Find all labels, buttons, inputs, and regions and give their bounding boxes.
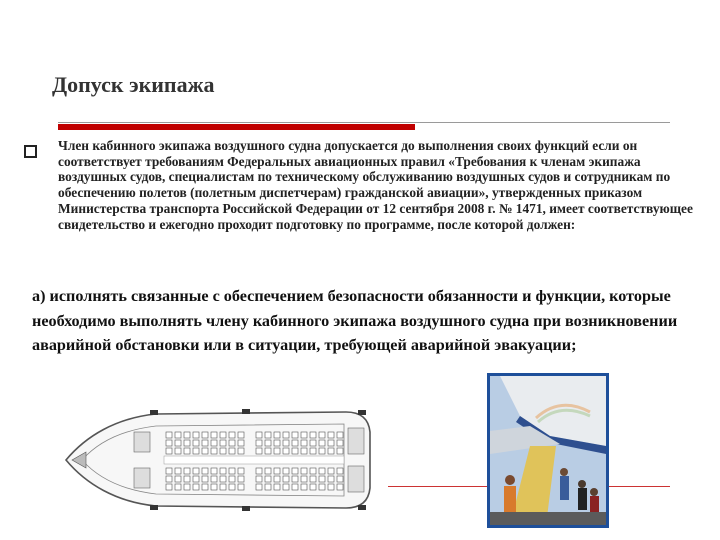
- seat-mark: [175, 484, 181, 490]
- seat-mark: [184, 476, 190, 482]
- seat-mark: [229, 476, 235, 482]
- seat-mark: [202, 432, 208, 438]
- seat-mark: [310, 468, 316, 474]
- seat-mark: [265, 484, 271, 490]
- seat-mark: [274, 468, 280, 474]
- seat-mark: [256, 448, 262, 454]
- seat-mark: [292, 484, 298, 490]
- seat-mark: [337, 432, 343, 438]
- seat-mark: [301, 484, 307, 490]
- seat-mark: [292, 440, 298, 446]
- seat-mark: [256, 476, 262, 482]
- seat-mark: [301, 448, 307, 454]
- seat-mark: [175, 468, 181, 474]
- seat-mark: [229, 484, 235, 490]
- seat-mark: [328, 468, 334, 474]
- seat-mark: [193, 468, 199, 474]
- seat-mark: [193, 448, 199, 454]
- seat-mark: [283, 440, 289, 446]
- seat-mark: [229, 468, 235, 474]
- seat-mark: [256, 432, 262, 438]
- seat-mark: [202, 468, 208, 474]
- seat-mark: [211, 484, 217, 490]
- seat-mark: [328, 476, 334, 482]
- seat-mark: [184, 448, 190, 454]
- seat-mark: [274, 484, 280, 490]
- seat-mark: [211, 468, 217, 474]
- seat-mark: [265, 448, 271, 454]
- seat-mark: [283, 476, 289, 482]
- seat-mark: [238, 484, 244, 490]
- seat-mark: [337, 440, 343, 446]
- seat-mark: [328, 448, 334, 454]
- seat-mark: [265, 468, 271, 474]
- seat-mark: [193, 484, 199, 490]
- seat-mark: [220, 440, 226, 446]
- seat-mark: [211, 432, 217, 438]
- seat-mark: [202, 448, 208, 454]
- seat-mark: [193, 440, 199, 446]
- seat-mark: [184, 468, 190, 474]
- seat-mark: [337, 468, 343, 474]
- seat-mark: [292, 448, 298, 454]
- seat-mark: [238, 448, 244, 454]
- title-divider: [58, 122, 670, 123]
- seat-mark: [229, 440, 235, 446]
- seat-mark: [283, 468, 289, 474]
- seat-mark: [220, 468, 226, 474]
- seat-mark: [175, 448, 181, 454]
- seat-mark: [319, 484, 325, 490]
- seat-mark: [337, 476, 343, 482]
- seat-mark: [220, 484, 226, 490]
- seat-mark: [337, 484, 343, 490]
- seat-mark: [301, 476, 307, 482]
- square-bullet-icon: [24, 145, 37, 158]
- seat-mark: [184, 440, 190, 446]
- seat-mark: [166, 484, 172, 490]
- seat-mark: [238, 468, 244, 474]
- seat-mark: [328, 432, 334, 438]
- evacuation-photo: [487, 373, 609, 528]
- seat-mark: [220, 448, 226, 454]
- seat-mark: [193, 476, 199, 482]
- seat-mark: [274, 448, 280, 454]
- seat-mark: [337, 448, 343, 454]
- seat-mark: [283, 448, 289, 454]
- seat-mark: [319, 468, 325, 474]
- seat-mark: [220, 432, 226, 438]
- seat-mark: [283, 484, 289, 490]
- seat-mark: [184, 432, 190, 438]
- seat-mark: [274, 440, 280, 446]
- aircraft-seating-plan-image: [46, 388, 388, 526]
- bullet-paragraph: Член кабинного экипажа воздушного судна допускается до выполнения своих функций если он соответствует требованиям Федеральных авиационных правил «Требования к членам экипажа воздушных судов, специалистам по техническому обслуживанию воздушных судов и сотрудникам по обеспечению полетов (полетным диспетчерам) гражданской авиации», утвержденных приказом Министерства транспорта Российской Федерации от 12 сентября 2008 г. № 1471, имеет соответствующее свидетельство и ежегодно проходит подготовку по программе, после которой должен:: [58, 138, 693, 232]
- seat-mark: [166, 448, 172, 454]
- seat-mark: [211, 476, 217, 482]
- requirement-item-a: а) исполнять связанные с обеспечением безопасности обязанности и функции, которые необходимо выполнять члену кабинного экипажа воздушного судна при возникновении аварийной обстановки или в ситуации, требующей аварийной эвакуации;: [32, 287, 678, 354]
- seat-mark: [220, 476, 226, 482]
- seat-mark: [166, 476, 172, 482]
- seat-mark: [292, 476, 298, 482]
- seat-mark: [292, 432, 298, 438]
- seat-mark: [175, 476, 181, 482]
- seat-mark: [211, 448, 217, 454]
- seat-mark: [301, 468, 307, 474]
- seat-mark: [274, 432, 280, 438]
- seat-mark: [328, 484, 334, 490]
- slide-title: Допуск экипажа: [52, 72, 215, 97]
- seat-mark: [256, 468, 262, 474]
- seat-mark: [229, 432, 235, 438]
- seat-mark: [166, 440, 172, 446]
- seat-mark: [238, 440, 244, 446]
- seat-mark: [310, 432, 316, 438]
- seat-mark: [319, 440, 325, 446]
- seat-mark: [193, 432, 199, 438]
- seat-mark: [238, 476, 244, 482]
- seat-mark: [265, 476, 271, 482]
- seat-mark: [175, 440, 181, 446]
- seat-mark: [310, 448, 316, 454]
- seat-mark: [229, 448, 235, 454]
- seat-mark: [319, 448, 325, 454]
- seat-mark: [184, 484, 190, 490]
- seat-mark: [310, 484, 316, 490]
- seat-mark: [301, 432, 307, 438]
- seat-mark: [256, 440, 262, 446]
- seat-mark: [166, 432, 172, 438]
- seat-mark: [292, 468, 298, 474]
- seat-mark: [301, 440, 307, 446]
- seat-mark: [211, 440, 217, 446]
- seat-mark: [202, 484, 208, 490]
- seat-mark: [328, 440, 334, 446]
- seat-mark: [202, 440, 208, 446]
- seat-mark: [310, 440, 316, 446]
- seat-mark: [265, 440, 271, 446]
- seat-mark: [319, 432, 325, 438]
- seat-mark: [238, 432, 244, 438]
- seat-mark: [310, 476, 316, 482]
- seat-mark: [283, 432, 289, 438]
- seat-mark: [274, 476, 280, 482]
- seat-mark: [265, 432, 271, 438]
- seat-mark: [319, 476, 325, 482]
- seat-mark: [202, 476, 208, 482]
- title-accent-bar: [58, 124, 415, 130]
- seat-mark: [175, 432, 181, 438]
- seat-mark: [166, 468, 172, 474]
- seat-mark: [256, 484, 262, 490]
